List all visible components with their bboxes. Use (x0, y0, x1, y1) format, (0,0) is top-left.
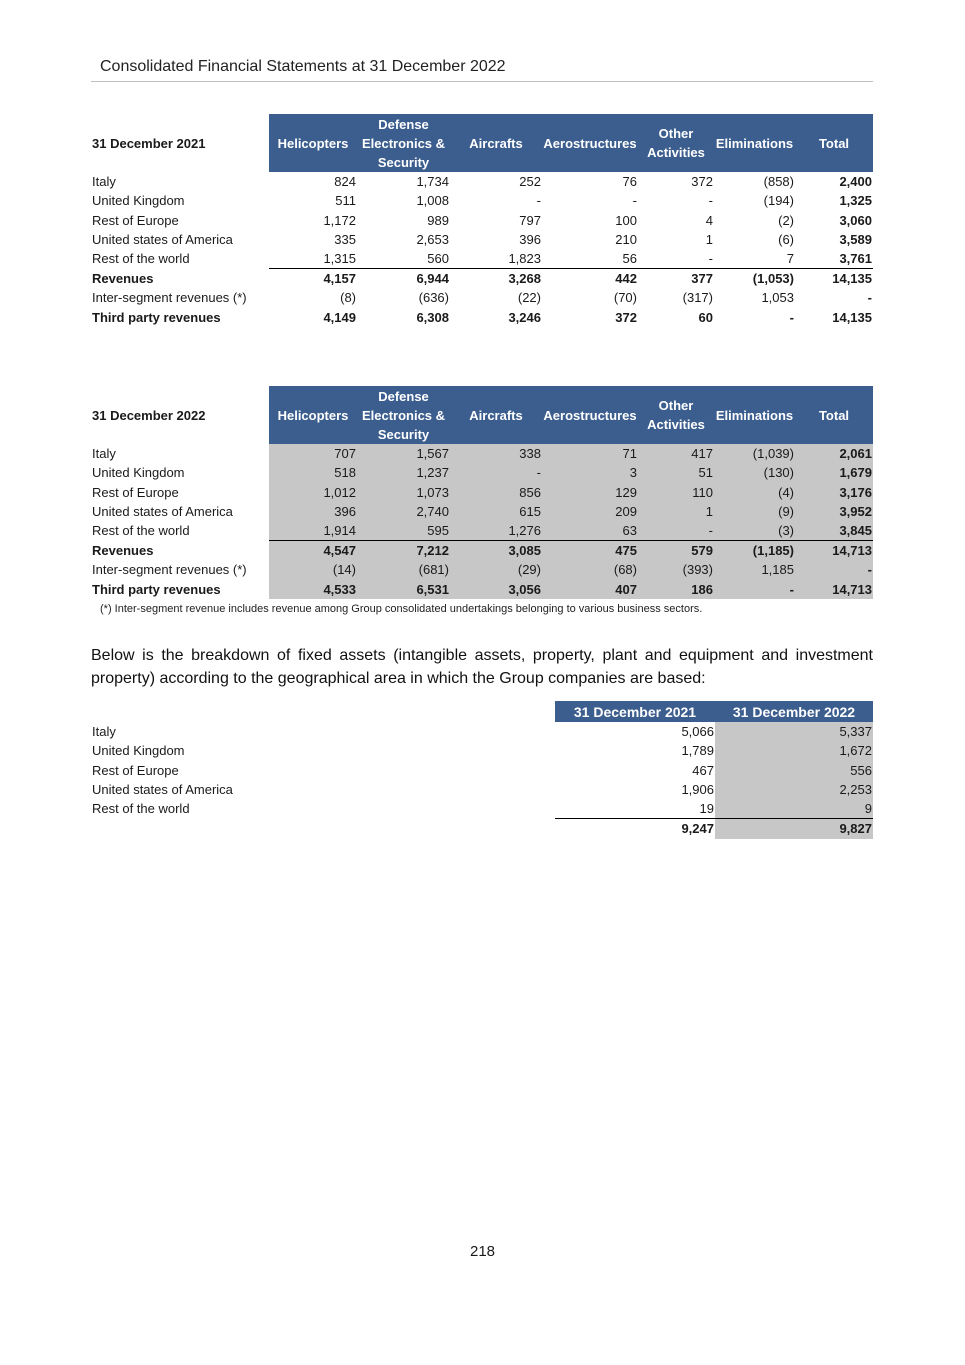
cell-value: 1,172 (323, 212, 356, 228)
assets-corner (91, 701, 555, 722)
cell-value: 4 (705, 212, 713, 228)
table-row (91, 722, 873, 741)
header-rule (91, 81, 873, 82)
col-header-other: Other Activities (638, 114, 714, 172)
segment-table-2021 (91, 114, 873, 327)
cell-value: 1,734 (416, 174, 449, 190)
cell-value: 396 (519, 232, 541, 248)
cell-value: (6) (778, 232, 794, 248)
table-row (91, 288, 873, 307)
cell-value: (130) (714, 463, 795, 482)
table-row (91, 230, 873, 249)
row-label: Rest of the world (92, 251, 190, 267)
col-header-total: Total (795, 114, 873, 172)
cell-value: 1 (638, 502, 714, 521)
cell-value: 60 (698, 309, 713, 325)
col-header-aircrafts: Aircrafts (450, 114, 542, 172)
cell-value: 1,053 (761, 290, 794, 306)
col-header-eliminations: Eliminations (714, 114, 795, 172)
cell-value: - (536, 193, 541, 209)
col-header-defense: Defense Electronics & Security (357, 114, 450, 172)
cell-value-2021: 467 (692, 762, 714, 778)
table-row (91, 172, 873, 191)
cell-value: 14,135 (795, 269, 873, 289)
cell-value: 511 (335, 193, 356, 209)
cell-value-2021: 1,906 (681, 782, 714, 798)
row-label: Italy (92, 446, 116, 462)
cell-value: 1,185 (714, 560, 795, 579)
cell-value: 3,761 (839, 251, 872, 267)
cell-value: - (789, 309, 794, 325)
cell-value: 6,531 (357, 579, 450, 598)
table-title: 31 December 2022 (92, 407, 206, 423)
cell-value: 1,567 (357, 444, 450, 463)
page-number: 218 (469, 1243, 496, 1260)
cell-value: 100 (615, 212, 637, 228)
cell-value: 56 (622, 251, 637, 267)
row-label: Revenues (92, 270, 154, 286)
total-row (91, 819, 873, 839)
cell-value: 186 (638, 579, 714, 598)
col-header-helicopters: Helicopters (269, 386, 357, 444)
cell-value: 63 (542, 521, 638, 541)
cell-value-2022: 2,253 (715, 780, 873, 799)
cell-value: 475 (542, 541, 638, 561)
cell-value: 3,246 (508, 309, 541, 325)
cell-value: 1,914 (269, 521, 357, 541)
col-header-eliminations: Eliminations (714, 386, 795, 444)
cell-value: 209 (542, 502, 638, 521)
cell-value: (1,053) (714, 269, 795, 289)
cell-value: 1,823 (508, 251, 541, 267)
row-label: United Kingdom (92, 743, 185, 759)
cell-value: 1,325 (839, 193, 872, 209)
cell-value: - (632, 193, 637, 209)
row-label: United states of America (92, 782, 233, 798)
cell-value: 71 (542, 444, 638, 463)
table-row (91, 463, 873, 482)
cell-value: 989 (427, 212, 449, 228)
cell-value: (1,185) (714, 541, 795, 561)
row-label: Third party revenues (92, 309, 221, 325)
cell-value: 372 (691, 174, 713, 190)
table-row (91, 541, 873, 561)
row-label: Inter-segment revenues (*) (92, 562, 247, 578)
cell-value: 3,060 (839, 212, 872, 228)
row-label: Rest of Europe (92, 484, 179, 500)
total-label-empty (91, 819, 555, 839)
table-row (91, 502, 873, 521)
cell-value: 338 (450, 444, 542, 463)
body-paragraph: Below is the breakdown of fixed assets (intangible assets, property, plant and equipment and investment property) according to the geographical area in which the Group companies are based: (91, 647, 873, 687)
table-row (91, 269, 873, 289)
cell-value: 2,400 (839, 174, 872, 190)
cell-value-2022: 9 (715, 799, 873, 819)
row-label: Third party revenues (92, 581, 221, 597)
cell-value: - (714, 579, 795, 598)
cell-value: 396 (269, 502, 357, 521)
fixed-assets-table (91, 701, 873, 839)
table-row (91, 741, 873, 760)
cell-value: (194) (763, 193, 794, 209)
cell-value: 3,176 (795, 483, 873, 502)
cell-value: - (867, 290, 872, 306)
cell-value: 417 (638, 444, 714, 463)
cell-value-2022: 556 (715, 761, 873, 780)
footnote: (*) Inter-segment revenue includes revenue among Group consolidated undertakings belonging to various business sectors. (100, 603, 703, 615)
cell-value: - (795, 560, 873, 579)
cell-value: (2) (778, 212, 794, 228)
cell-value: 3,845 (795, 521, 873, 541)
cell-value: 856 (450, 483, 542, 502)
cell-value: (1,039) (714, 444, 795, 463)
total-2022: 9,827 (715, 819, 873, 839)
col-header-2021: 31 December 2021 (555, 701, 715, 722)
segment-table-2022 (91, 386, 873, 599)
cell-value: 14,135 (832, 309, 872, 325)
cell-value: (681) (357, 560, 450, 579)
cell-value: 110 (638, 483, 714, 502)
cell-value: 14,713 (795, 579, 873, 598)
cell-value: 3,952 (795, 502, 873, 521)
cell-value: (68) (542, 560, 638, 579)
row-label: Rest of the world (92, 801, 190, 817)
cell-value: 3,085 (450, 541, 542, 561)
cell-value-2022: 1,672 (715, 741, 873, 760)
col-header-helicopters: Helicopters (269, 114, 357, 172)
cell-value: 4,149 (323, 309, 356, 325)
cell-value: (3) (714, 521, 795, 541)
table-row (91, 307, 873, 326)
cell-value: (8) (340, 290, 356, 306)
cell-value: 3,056 (450, 579, 542, 598)
col-header-defense: Defense Electronics & Security (357, 386, 450, 444)
cell-value: 615 (450, 502, 542, 521)
cell-value: - (708, 193, 713, 209)
table-row (91, 799, 873, 819)
table-row (91, 761, 873, 780)
cell-value: 1,679 (795, 463, 873, 482)
table-row (91, 521, 873, 541)
col-header-aerostructures: Aerostructures (542, 386, 638, 444)
row-label: United states of America (92, 232, 233, 248)
col-header-aircrafts: Aircrafts (450, 386, 542, 444)
row-label: Rest of Europe (92, 212, 179, 228)
cell-value: 6,308 (416, 309, 449, 325)
cell-value: 2,061 (795, 444, 873, 463)
table-title: 31 December 2021 (92, 135, 206, 151)
row-label: Rest of Europe (92, 762, 179, 778)
cell-value: 129 (542, 483, 638, 502)
cell-value: 1,008 (416, 193, 449, 209)
row-label: Rest of the world (92, 523, 190, 539)
cell-value-2021: 5,066 (681, 724, 714, 740)
cell-value: (29) (450, 560, 542, 579)
col-header-total: Total (795, 386, 873, 444)
cell-value: - (450, 463, 542, 482)
table-row (91, 444, 873, 463)
cell-value: 14,713 (795, 541, 873, 561)
cell-value: 252 (519, 174, 541, 190)
cell-value: 1,276 (450, 521, 542, 541)
row-label: Italy (92, 174, 116, 190)
cell-value: 579 (638, 541, 714, 561)
cell-value: 6,944 (357, 269, 450, 289)
cell-value: (4) (714, 483, 795, 502)
row-label: United Kingdom (92, 193, 185, 209)
cell-value: 210 (615, 232, 637, 248)
total-2021: 9,247 (555, 819, 715, 839)
cell-value: 51 (638, 463, 714, 482)
cell-value: 407 (542, 579, 638, 598)
table-row (91, 780, 873, 799)
row-label: Inter-segment revenues (*) (92, 290, 247, 306)
cell-value: 1 (705, 232, 713, 248)
cell-value: 335 (334, 232, 356, 248)
cell-value: 76 (622, 174, 637, 190)
cell-value: 4,157 (269, 269, 357, 289)
cell-value: 4,547 (269, 541, 357, 561)
table-row (91, 560, 873, 579)
cell-value: 3 (542, 463, 638, 482)
cell-value: 3,268 (450, 269, 542, 289)
cell-value: - (638, 521, 714, 541)
page-header-title: Consolidated Financial Statements at 31 December 2022 (100, 58, 506, 75)
table-row (91, 483, 873, 502)
col-header-2022: 31 December 2022 (715, 701, 873, 722)
cell-value-2022: 5,337 (715, 722, 873, 741)
cell-value: 518 (269, 463, 357, 482)
table-row (91, 579, 873, 598)
row-label: Revenues (92, 542, 154, 558)
row-label: Italy (92, 724, 116, 740)
cell-value: (317) (682, 290, 713, 306)
cell-value: 595 (357, 521, 450, 541)
row-label: United Kingdom (92, 465, 185, 481)
cell-value: (9) (714, 502, 795, 521)
cell-value: 560 (427, 251, 449, 267)
cell-value: 7,212 (357, 541, 450, 561)
col-header-aerostructures: Aerostructures (542, 114, 638, 172)
cell-value: 7 (786, 251, 794, 267)
table-row (91, 211, 873, 230)
cell-value: 2,653 (416, 232, 449, 248)
cell-value: 797 (519, 212, 541, 228)
cell-value: 707 (269, 444, 357, 463)
cell-value-2021: 1,789 (681, 743, 714, 759)
cell-value: 442 (542, 269, 638, 289)
cell-value: (14) (269, 560, 357, 579)
cell-value: 4,533 (269, 579, 357, 598)
cell-value: 1,073 (357, 483, 450, 502)
cell-value-2021: 19 (699, 801, 714, 817)
cell-value: 824 (334, 174, 356, 190)
cell-value: (22) (517, 290, 541, 306)
cell-value: (70) (613, 290, 637, 306)
table-row (91, 191, 873, 210)
cell-value: - (708, 251, 713, 267)
table-row (91, 249, 873, 269)
cell-value: 3,589 (839, 232, 872, 248)
cell-value: (393) (638, 560, 714, 579)
cell-value: 1,012 (269, 483, 357, 502)
cell-value: 2,740 (357, 502, 450, 521)
cell-value: (636) (418, 290, 449, 306)
cell-value: 1,315 (323, 251, 356, 267)
cell-value: 1,237 (357, 463, 450, 482)
row-label: United states of America (92, 504, 233, 520)
cell-value: 377 (638, 269, 714, 289)
cell-value: (858) (763, 174, 794, 190)
col-header-other: Other Activities (638, 386, 714, 444)
cell-value: 372 (615, 309, 637, 325)
